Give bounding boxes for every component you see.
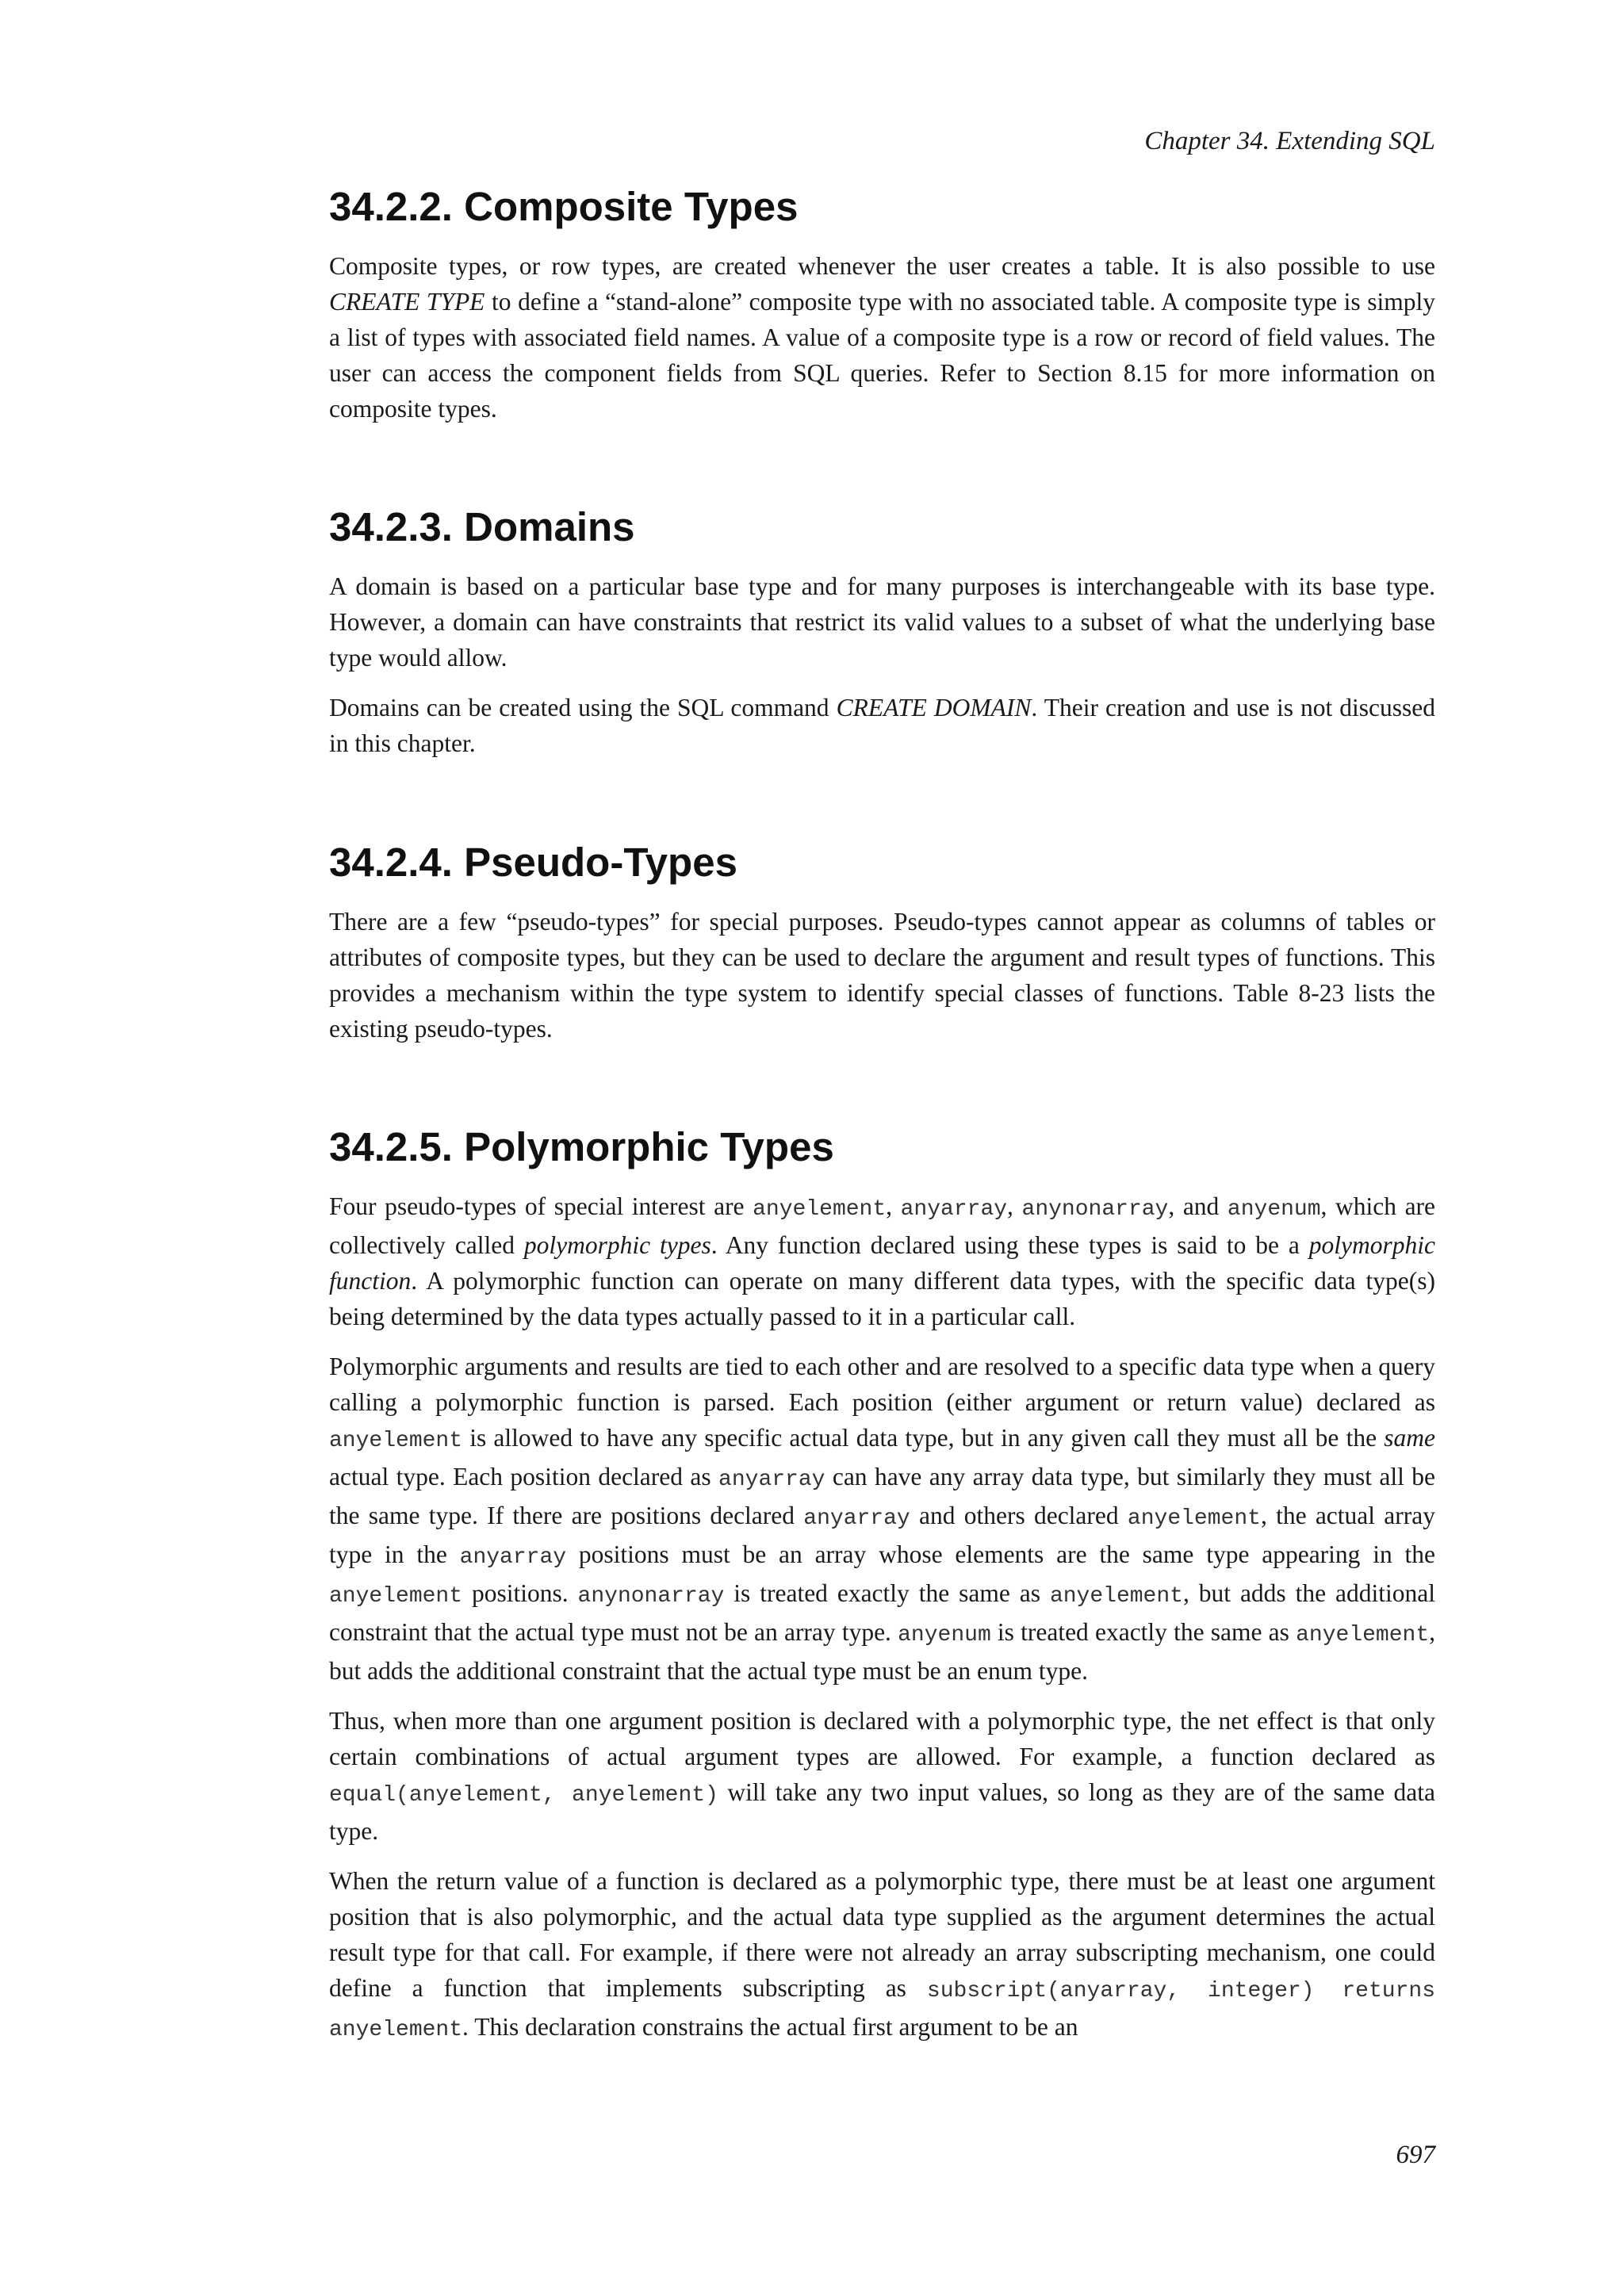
section-pseudo-types [329, 838, 1435, 1047]
section-heading: 34.2.3. Domains [329, 504, 635, 549]
paragraph: There are a few “pseudo-types” for special purposes. Pseudo-types cannot appear as columns of tables or attributes of composite types, but they can be used to declare the argument and result types of functions. This provides a mechanism within the type system to identify special classes of functions. Table 8-23 lists the existing pseudo-types. [329, 908, 1435, 1043]
running-head: Chapter 34. Extending SQL [1144, 127, 1435, 155]
paragraph: Composite types, or row types, are created whenever the user creates a table. It is also possible to use CREATE TYPE to define a “stand-alone” composite type with no associated table. A composite type is simply a list of types with associated field names. A value of a composite type is a row or record of field values. The user can access the component fields from SQL queries. Refer to Section 8.15 for more information on composite types. [329, 252, 1435, 423]
paragraph: Polymorphic arguments and results are tied to each other and are resolved to a specific data type when a query calling a polymorphic function is parsed. Each position (either argument or return value) declared as anyelement is allowed to have any specific actual data type, but in any given call they must all be the same actual type. Each position declared as anyarray can have any array data type, but similarly they must all be the same type. If there are positions declared anyarray and others declared anyelement, the actual array type in the anyarray positions must be an array whose elements are the same type appearing in the anyelement positions. anynonarray is treated exactly the same as anyelement, but adds the additional constraint that the actual type must not be an array type. anyenum is treated exactly the same as anyelement, but adds the additional constraint that the actual type must be an enum type. [329, 1353, 1436, 1686]
paragraph: Four pseudo-types of special interest are anyelement, anyarray, anynonarray, and anyenum, which are collectively called polymorphic types. Any function declared using these types is said to be a polymorphic function. A polymorphic function can operate on many different data types, with the specific data type(s) being determined by the data types actually passed to it in a particular call. [329, 1192, 1436, 1331]
section-domains [329, 503, 1435, 761]
paragraph: Thus, when more than one argument position is declared with a polymorphic type, the net effect is that only certain combinations of actual argument types are allowed. For example, a function declared as equal(anyelement, anyelement) will take any two input values, so long as they are of the same data type. [329, 1707, 1435, 1846]
section-heading: 34.2.5. Polymorphic Types [329, 1124, 834, 1169]
page-number: 697 [1396, 2141, 1435, 2169]
section-polymorphic-types [329, 1123, 1435, 2048]
paragraph: When the return value of a function is declared as a polymorphic type, there must be at least one argument position that is also polymorphic, and the actual data type supplied as the argument determines the actual result type for that call. For example, if there were not already an array subscripting mechanism, one could define a function that implements subscripting as subscript(anyarray, integer) returns anyelement. This declaration constrains the actual first argument to be an [329, 1867, 1435, 2043]
paragraph: Domains can be created using the SQL command CREATE DOMAIN. Their creation and use is not discussed in this chapter. [329, 694, 1435, 758]
section-composite-types [329, 182, 1435, 427]
paragraph: A domain is based on a particular base type and for many purposes is interchangeable with its base type. However, a domain can have constraints that restrict its valid values to a subset of what the underlying base type would allow. [329, 572, 1435, 672]
section-heading: 34.2.2. Composite Types [329, 184, 799, 229]
section-heading: 34.2.4. Pseudo-Types [329, 840, 737, 885]
document-page [329, 0, 1435, 2296]
